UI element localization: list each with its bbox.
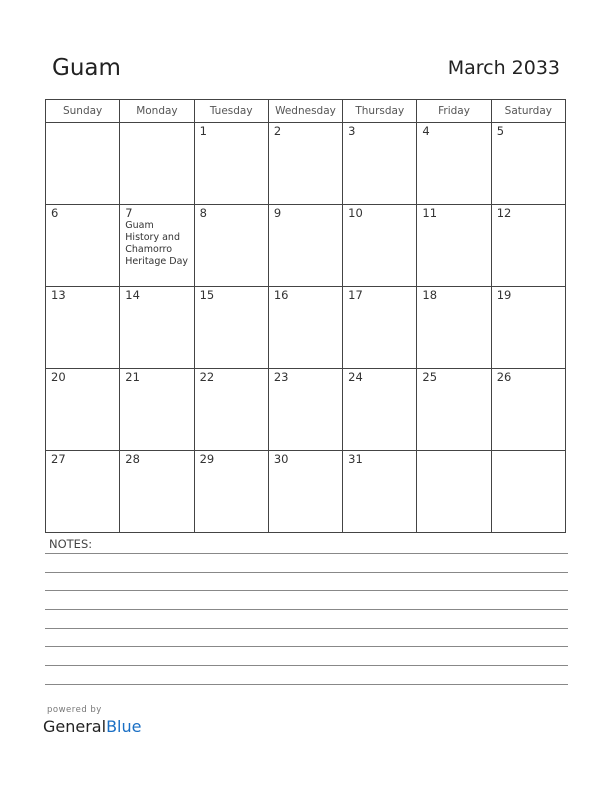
calendar-day-cell bbox=[417, 369, 491, 451]
day-number: 1 bbox=[199, 124, 207, 138]
note-line bbox=[45, 553, 568, 554]
day-number: 20 bbox=[51, 370, 66, 384]
day-number: 27 bbox=[51, 452, 66, 466]
weekday-sunday: Sunday bbox=[46, 100, 120, 123]
calendar-week-row bbox=[46, 205, 566, 287]
calendar-day-cell bbox=[46, 369, 120, 451]
weekday-tuesday: Tuesday bbox=[194, 100, 268, 123]
day-number: 29 bbox=[199, 452, 215, 466]
calendar-day-cell bbox=[120, 369, 194, 451]
calendar-day-cell bbox=[194, 123, 268, 205]
calendar-day-cell bbox=[120, 205, 194, 287]
brand-blue-text: Blue bbox=[106, 717, 142, 736]
holiday-label: Guam History and Chamorro Heritage Day bbox=[125, 220, 189, 267]
calendar-grid bbox=[45, 99, 566, 533]
day-number: 23 bbox=[273, 370, 289, 384]
month-year-title: March 2033 bbox=[447, 57, 560, 79]
day-number: 4 bbox=[422, 124, 430, 138]
calendar-day-cell bbox=[343, 123, 417, 205]
day-number: 2 bbox=[273, 124, 282, 138]
calendar-week-row bbox=[46, 451, 566, 533]
calendar-day-cell bbox=[268, 451, 342, 533]
day-number: 30 bbox=[273, 452, 289, 466]
day-number: 28 bbox=[125, 452, 140, 466]
day-number: 25 bbox=[422, 370, 438, 384]
day-number: 11 bbox=[422, 206, 438, 220]
calendar-day-cell bbox=[268, 287, 342, 369]
calendar-day-cell bbox=[194, 205, 268, 287]
day-number: 14 bbox=[125, 288, 140, 302]
calendar-day-cell bbox=[46, 123, 120, 205]
country-title: Guam bbox=[52, 55, 121, 81]
calendar-day-cell bbox=[491, 287, 565, 369]
day-number: 18 bbox=[422, 288, 438, 302]
calendar-day-cell bbox=[194, 451, 268, 533]
weekday-header-row bbox=[46, 100, 566, 123]
day-number: 8 bbox=[199, 206, 207, 220]
calendar-week-row bbox=[46, 287, 566, 369]
note-line bbox=[45, 665, 568, 666]
weekday-wednesday: Wednesday bbox=[268, 100, 342, 123]
calendar-day-cell bbox=[343, 287, 417, 369]
calendar-day-cell bbox=[46, 205, 120, 287]
day-number: 9 bbox=[273, 206, 282, 220]
calendar-day-cell bbox=[46, 287, 120, 369]
calendar-day-cell bbox=[268, 205, 342, 287]
note-line bbox=[45, 628, 568, 629]
calendar-day-cell bbox=[120, 287, 194, 369]
day-number: 5 bbox=[496, 124, 505, 138]
calendar-day-cell bbox=[194, 287, 268, 369]
calendar-day-cell bbox=[194, 369, 268, 451]
calendar-week-row bbox=[46, 369, 566, 451]
day-number: 7 bbox=[125, 206, 133, 220]
day-number: 21 bbox=[125, 370, 140, 384]
day-number: 31 bbox=[348, 452, 363, 466]
day-number: 6 bbox=[51, 206, 59, 220]
calendar-day-cell bbox=[417, 123, 491, 205]
day-number: 26 bbox=[496, 370, 512, 384]
calendar-day-cell bbox=[120, 451, 194, 533]
day-number: 17 bbox=[348, 288, 363, 302]
notes-label: NOTES: bbox=[49, 537, 93, 551]
weekday-friday: Friday bbox=[417, 100, 491, 123]
day-number: 19 bbox=[496, 288, 512, 302]
day-number: 15 bbox=[199, 288, 215, 302]
calendar-day-cell bbox=[343, 451, 417, 533]
day-number: 13 bbox=[51, 288, 66, 302]
day-number: 22 bbox=[199, 370, 215, 384]
calendar-week-row bbox=[46, 123, 566, 205]
calendar-body bbox=[46, 123, 566, 533]
calendar-day-cell bbox=[491, 205, 565, 287]
note-line bbox=[45, 609, 568, 610]
calendar-day-cell bbox=[491, 123, 565, 205]
calendar-day-cell bbox=[417, 205, 491, 287]
day-number: 12 bbox=[496, 206, 512, 220]
note-line bbox=[45, 684, 568, 685]
weekday-saturday: Saturday bbox=[491, 100, 565, 123]
calendar-day-cell bbox=[417, 451, 491, 533]
calendar-day-cell bbox=[120, 123, 194, 205]
calendar-day-cell bbox=[268, 123, 342, 205]
note-line bbox=[45, 590, 568, 591]
calendar-day-cell bbox=[417, 287, 491, 369]
calendar-day-cell bbox=[491, 451, 565, 533]
note-line bbox=[45, 572, 568, 573]
generalblue-logo bbox=[43, 717, 141, 736]
day-number: 16 bbox=[273, 288, 289, 302]
calendar-day-cell bbox=[491, 369, 565, 451]
day-number: 24 bbox=[348, 370, 363, 384]
calendar-day-cell bbox=[46, 451, 120, 533]
note-line bbox=[45, 646, 568, 647]
powered-by-text: powered by bbox=[47, 705, 102, 715]
weekday-thursday: Thursday bbox=[343, 100, 417, 123]
calendar-day-cell bbox=[268, 369, 342, 451]
calendar-day-cell bbox=[343, 369, 417, 451]
calendar-day-cell bbox=[343, 205, 417, 287]
brand-general-text: General bbox=[43, 717, 107, 736]
day-number: 10 bbox=[348, 206, 363, 220]
day-number: 3 bbox=[348, 124, 356, 138]
weekday-monday: Monday bbox=[120, 100, 194, 123]
